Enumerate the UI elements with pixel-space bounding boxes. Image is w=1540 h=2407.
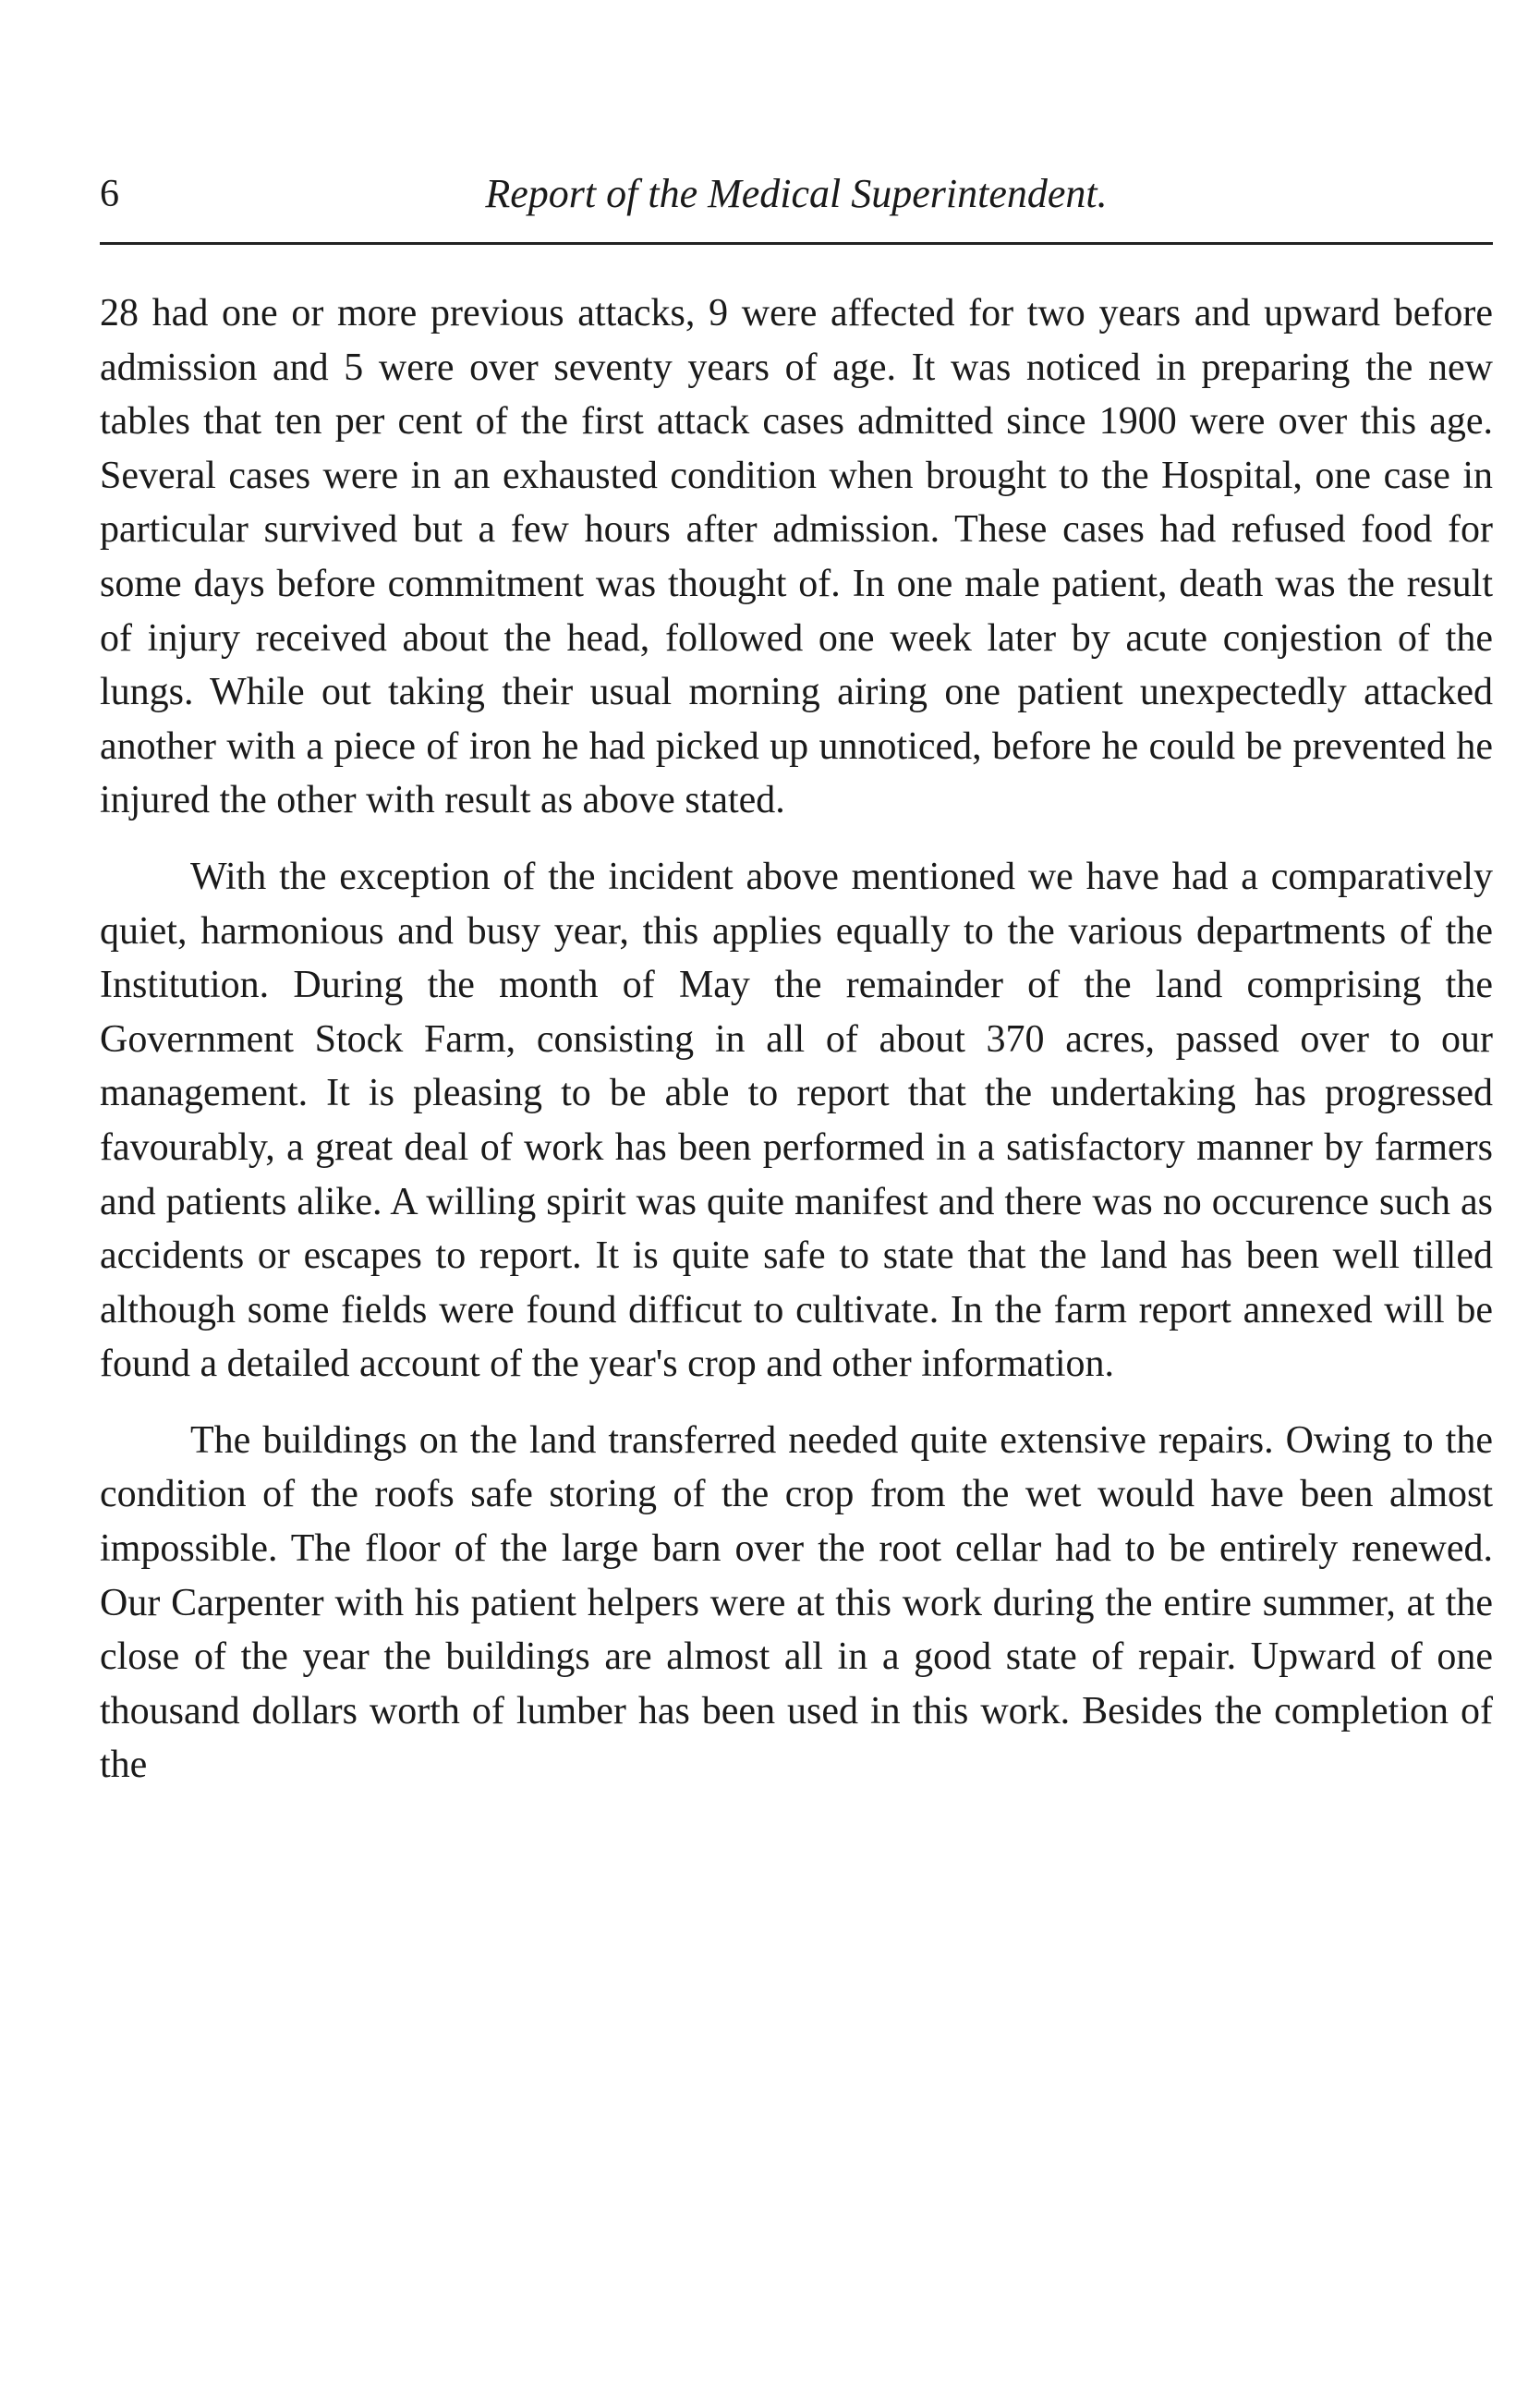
paragraph-2: With the exception of the incident above mentioned we have had a comparatively quiet, harmonious and busy year, this applies equally to the various departments of the Institution. During the month of May the remainder of the land comprising the Government Stock Farm, consisting in all of about 370 acres, passed over to our management. It is pleasing to be able to report that the undertaking has progressed favourably, a great deal of work has been performed in a satisfactory manner by farmers and patients alike. A willing spirit was quite manifest and there was no occurence such as accidents or escapes to report. It is quite safe to state that the land has been well tilled although some fields were found difficut to cultivate. In the farm report annexed will be found a detailed account of the year's crop and other information. (100, 855, 1493, 1386)
paragraph-1: 28 had one or more previous attacks, 9 were affected for two years and upward before admission and 5 were over seventy years of age. It was noticed in preparing the new tables that ten per cent of the first attack cases admitted since 1900 were over this age. Several cases were in an exhausted condition when brought to the Hospital, one case in particular survived but a few hours after admission. These cases had refused food for some days before commitment was thought of. In one male patient, death was the result of injury received about the head, followed one week later by acute conjestion of the lungs. While out taking their usual morning airing one patient unexpectedly attacked another with a piece of iron he had picked up unnoticed, before he could be prevented he injured the other with result as above stated. (100, 292, 1493, 822)
running-title: Report of the Medical Superintendent. (485, 171, 1108, 216)
page-number: 6 (100, 173, 119, 215)
header-rule (100, 242, 1493, 245)
page-header (100, 162, 1493, 226)
paragraph-3: The buildings on the land transferred needed quite extensive repairs. Owing to the condition of the roofs safe storing of the crop from the wet would have been almost impossible. The floor of the large barn over the root cellar had to be entirely renewed. Our Carpenter with his patient helpers were at this work during the entire summer, at the close of the year the buildings are almost all in a good state of repair. Upward of one thousand dollars worth of lumber has been used in this work. Besides the completion of the (100, 1418, 1493, 1787)
body-text (100, 286, 1493, 1793)
